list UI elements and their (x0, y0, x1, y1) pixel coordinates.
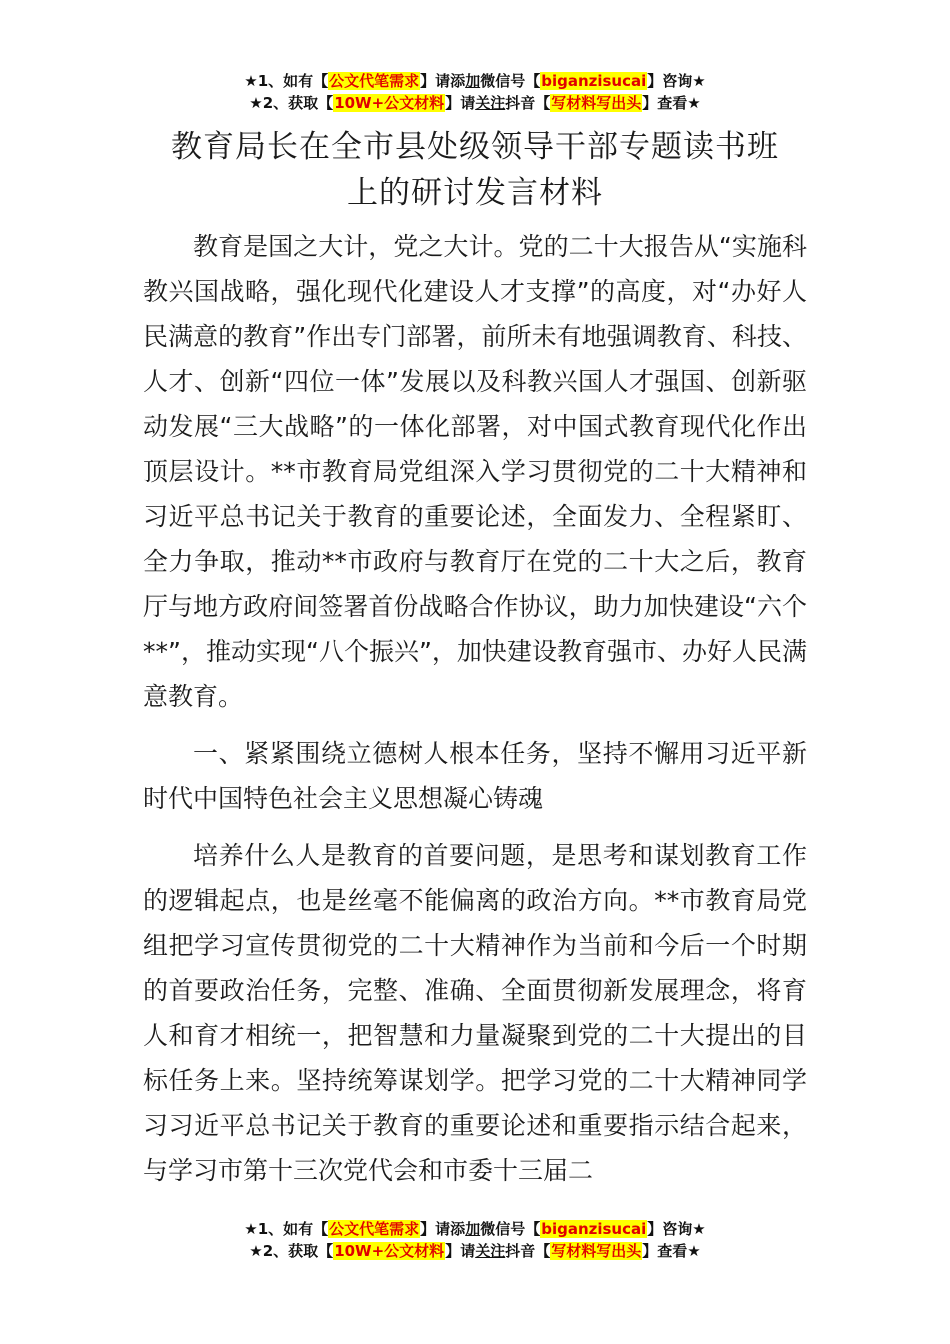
highlight-douyin: 写材料写出头 (551, 94, 642, 112)
highlight-materials: 10W+公文材料 (334, 94, 445, 112)
promo-text: 抖音【 (505, 1242, 551, 1260)
promo-text: 】请 (445, 94, 476, 112)
promo-text: 微信号【 (480, 72, 541, 90)
body-paragraph: 教育是国之大计，党之大计。党的二十大报告从“实施科教兴国战略，强化现代化建设人才支撑”的高度，对“办好人民满意的教育”作出专门部署，前所未有地强调教育、科技、人才、创新“四位一体”发展以及科教兴国人才强国、创新驱动发展“三大战略”的一体化部署，对中国式教育现代化作出顶层设计。**市教育局党组深入学习贯彻党的二十大精神和习近平总书记关于教育的重要论述，全面发力、全程紧盯、全力争取，推动**市政府与教育厅在党的二十大之后，教育厅与地方政府间签署首份战略合作协议，助力加快建设“六个**”，推动实现“八个振兴”，加快建设教育强市、办好人民满意教育。 (143, 232, 807, 711)
promo-line-1 (0, 1218, 950, 1240)
promo-underlined: 关注 (475, 1242, 506, 1260)
promo-text: ★1、如有【 (244, 72, 329, 90)
promo-banner-top (0, 70, 950, 114)
promo-banner-bottom (0, 1218, 950, 1262)
promo-text: 】请添 (420, 1220, 466, 1238)
highlight-wechat-id: biganzisucai (541, 72, 647, 90)
promo-text: 】请 (445, 1242, 476, 1260)
highlight-materials: 10W+公文材料 (334, 1242, 445, 1260)
promo-text: 】请添 (420, 72, 466, 90)
highlight-service: 公文代笔需求 (329, 72, 420, 90)
promo-line-2 (0, 1240, 950, 1262)
promo-text: ★2、获取【 (249, 94, 334, 112)
promo-text: 】查看★ (642, 1242, 701, 1260)
promo-line-1 (0, 70, 950, 92)
promo-text: 抖音【 (505, 94, 551, 112)
highlight-wechat-id: biganzisucai (541, 1220, 647, 1238)
title-line-2: 上的研讨发言材料 (347, 175, 603, 211)
promo-text: 】咨询★ (647, 72, 706, 90)
promo-text: 微信号【 (480, 1220, 541, 1238)
promo-underlined: 加 (465, 1220, 481, 1238)
promo-underlined: 关注 (475, 94, 506, 112)
promo-text: ★1、如有【 (244, 1220, 329, 1238)
body-paragraph: 培养什么人是教育的首要问题，是思考和谋划教育工作的逻辑起点，也是丝毫不能偏离的政治方向。**市教育局党组把学习宣传贯彻党的二十大精神作为当前和今后一个时期的首要政治任务，完整、准确、全面贯彻新发展理念，将育人和育才相统一，把智慧和力量凝聚到党的二十大提出的目标任务上来。坚持统筹谋划学。把学习党的二十大精神同学习习近平总书记关于教育的重要论述和重要指示结合起来，与学习市第十三次党代会和市委十三届二 (143, 841, 807, 1185)
title-line-1: 教育局长在全市县处级领导干部专题读书班 (171, 129, 779, 165)
promo-text: 】查看★ (642, 94, 701, 112)
highlight-douyin: 写材料写出头 (551, 1242, 642, 1260)
promo-underlined: 加 (465, 72, 481, 90)
section-heading: 一、紧紧围绕立德树人根本任务，坚持不懈用习近平新时代中国特色社会主义思想凝心铸魂 (143, 739, 807, 813)
highlight-service: 公文代笔需求 (329, 1220, 420, 1238)
promo-line-2 (0, 92, 950, 114)
document-title (120, 124, 830, 216)
promo-text: 】咨询★ (647, 1220, 706, 1238)
document-body (143, 224, 807, 1205)
promo-text: ★2、获取【 (249, 1242, 334, 1260)
